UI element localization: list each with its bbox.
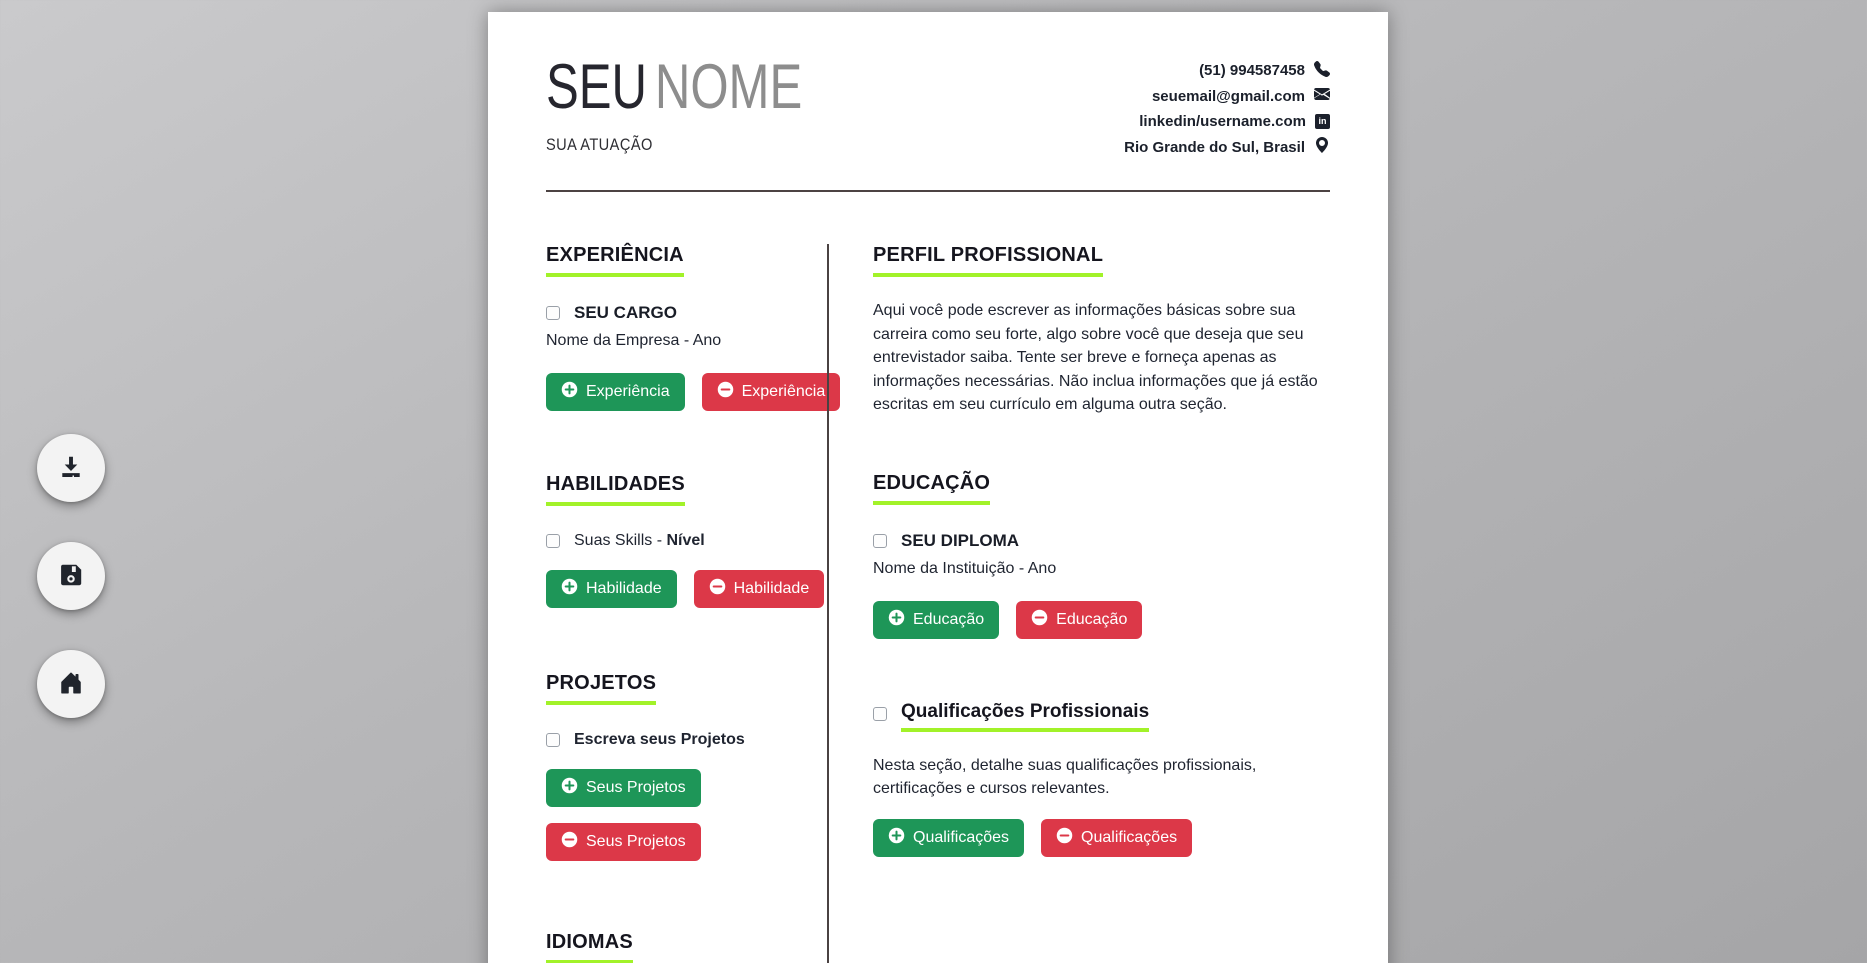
location-icon <box>1314 137 1330 157</box>
add-educacao-button[interactable] <box>873 601 999 639</box>
experiencia-item-subtitle: Nome da Empresa - Ano <box>546 332 722 349</box>
habilidades-item-prefix: Suas Skills - <box>574 532 667 549</box>
section-qualificacoes <box>873 701 1330 857</box>
add-habilidade-label: Habilidade <box>586 580 662 597</box>
educacao-item-title: SEU DIPLOMA <box>901 530 1020 550</box>
perfil-body-text: Aqui você pode escrever as informações básicas sobre sua carreira como seu forte, algo sobre você que deseja que seu entrevistador saiba. Tente ser breve e forneça apenas as informações necessárias. Não inclua informações que já estão escritas em seu currículo em alguma outra seção. <box>873 302 1318 413</box>
header-divider <box>546 190 1330 192</box>
add-qualificacoes-label: Qualificações <box>913 828 1010 846</box>
contact-block <box>1124 56 1330 160</box>
resume-page <box>488 12 1388 963</box>
section-title-projetos: PROJETOS <box>546 672 656 705</box>
section-title-experiencia: EXPERIÊNCIA <box>546 244 684 277</box>
plus-circle-icon <box>888 609 905 631</box>
left-column <box>546 244 826 963</box>
linkedin-icon: in <box>1315 114 1330 129</box>
minus-circle-icon <box>1056 827 1073 849</box>
contact-phone-text: (51) 994587458 <box>1199 62 1305 80</box>
section-idiomas <box>546 931 800 963</box>
qualificacoes-body-text: Nesta seção, detalhe suas qualificações profissionais, certificações e cursos relevantes. <box>873 756 1257 797</box>
minus-circle-icon <box>709 578 726 600</box>
contact-location-text: Rio Grande do Sul, Brasil <box>1124 138 1305 156</box>
experiencia-item-checkbox[interactable] <box>546 306 560 320</box>
name-first: SEU <box>546 52 648 122</box>
section-title-habilidades: HABILIDADES <box>546 473 685 506</box>
remove-experiencia-label: Experiência <box>741 383 826 400</box>
minus-circle-icon <box>561 831 578 853</box>
download-icon <box>59 455 83 482</box>
educacao-item-subtitle: Nome da Instituição - Ano <box>873 559 1057 577</box>
section-title-educacao: EDUCAÇÃO <box>873 472 990 505</box>
minus-circle-icon <box>1031 609 1048 631</box>
save-icon <box>59 563 83 590</box>
remove-habilidade-label: Habilidade <box>733 580 810 597</box>
add-experiencia-button[interactable] <box>546 373 685 411</box>
remove-habilidade-button[interactable] <box>694 570 825 608</box>
right-column <box>829 244 1330 963</box>
qualificacoes-checkbox[interactable] <box>873 707 887 721</box>
phone-icon <box>1314 61 1330 81</box>
section-perfil <box>873 244 1330 417</box>
habilidades-item-label <box>574 532 705 550</box>
plus-circle-icon <box>888 827 905 849</box>
plus-circle-icon <box>561 381 578 403</box>
contact-linkedin-text: linkedin/username.com <box>1139 113 1306 131</box>
section-projetos <box>546 672 800 861</box>
section-habilidades <box>546 473 810 608</box>
plus-circle-icon <box>561 777 578 799</box>
add-projetos-label: Seus Projetos <box>586 779 686 796</box>
download-button[interactable] <box>37 434 105 502</box>
add-projetos-button[interactable] <box>546 769 701 807</box>
remove-educacao-label: Educação <box>1056 610 1128 628</box>
habilidades-item-level: Nível <box>666 532 705 549</box>
section-title-idiomas: IDIOMAS <box>546 931 633 963</box>
page-title <box>546 52 803 122</box>
contact-phone <box>1124 58 1330 84</box>
envelope-icon <box>1314 86 1330 106</box>
home-icon <box>59 671 83 698</box>
contact-location <box>1124 135 1330 161</box>
add-habilidade-button[interactable] <box>546 570 677 608</box>
remove-qualificacoes-button[interactable] <box>1041 819 1192 857</box>
remove-projetos-button[interactable] <box>546 823 701 861</box>
projetos-item-label: Escreva seus Projetos <box>574 731 745 748</box>
educacao-item-checkbox[interactable] <box>873 534 887 548</box>
section-educacao <box>873 472 1330 639</box>
remove-experiencia-button[interactable] <box>702 373 841 411</box>
plus-circle-icon <box>561 578 578 600</box>
name-last: NOME <box>654 52 803 122</box>
role-subtitle: SUA ATUAÇÃO <box>546 135 653 154</box>
projetos-item-checkbox[interactable] <box>546 733 560 747</box>
section-title-qualificacoes: Qualificações Profissionais <box>901 701 1149 732</box>
add-experiencia-label: Experiência <box>586 383 670 400</box>
contact-email-text: seuemail@gmail.com <box>1151 87 1305 105</box>
resume-header <box>546 52 1330 160</box>
habilidades-item-checkbox[interactable] <box>546 534 560 548</box>
minus-circle-icon <box>717 381 734 403</box>
add-qualificacoes-button[interactable] <box>873 819 1024 857</box>
contact-linkedin <box>1124 109 1330 135</box>
home-button[interactable] <box>37 650 105 718</box>
section-title-perfil: PERFIL PROFISSIONAL <box>873 244 1103 277</box>
save-button[interactable] <box>37 542 105 610</box>
contact-email <box>1124 84 1330 110</box>
remove-projetos-label: Seus Projetos <box>586 833 686 850</box>
experiencia-item-title: SEU CARGO <box>574 303 677 322</box>
remove-educacao-button[interactable] <box>1016 601 1142 639</box>
section-experiencia <box>546 244 826 411</box>
remove-qualificacoes-label: Qualificações <box>1081 828 1178 846</box>
floating-action-bar <box>37 434 105 758</box>
add-educacao-label: Educação <box>913 610 985 628</box>
